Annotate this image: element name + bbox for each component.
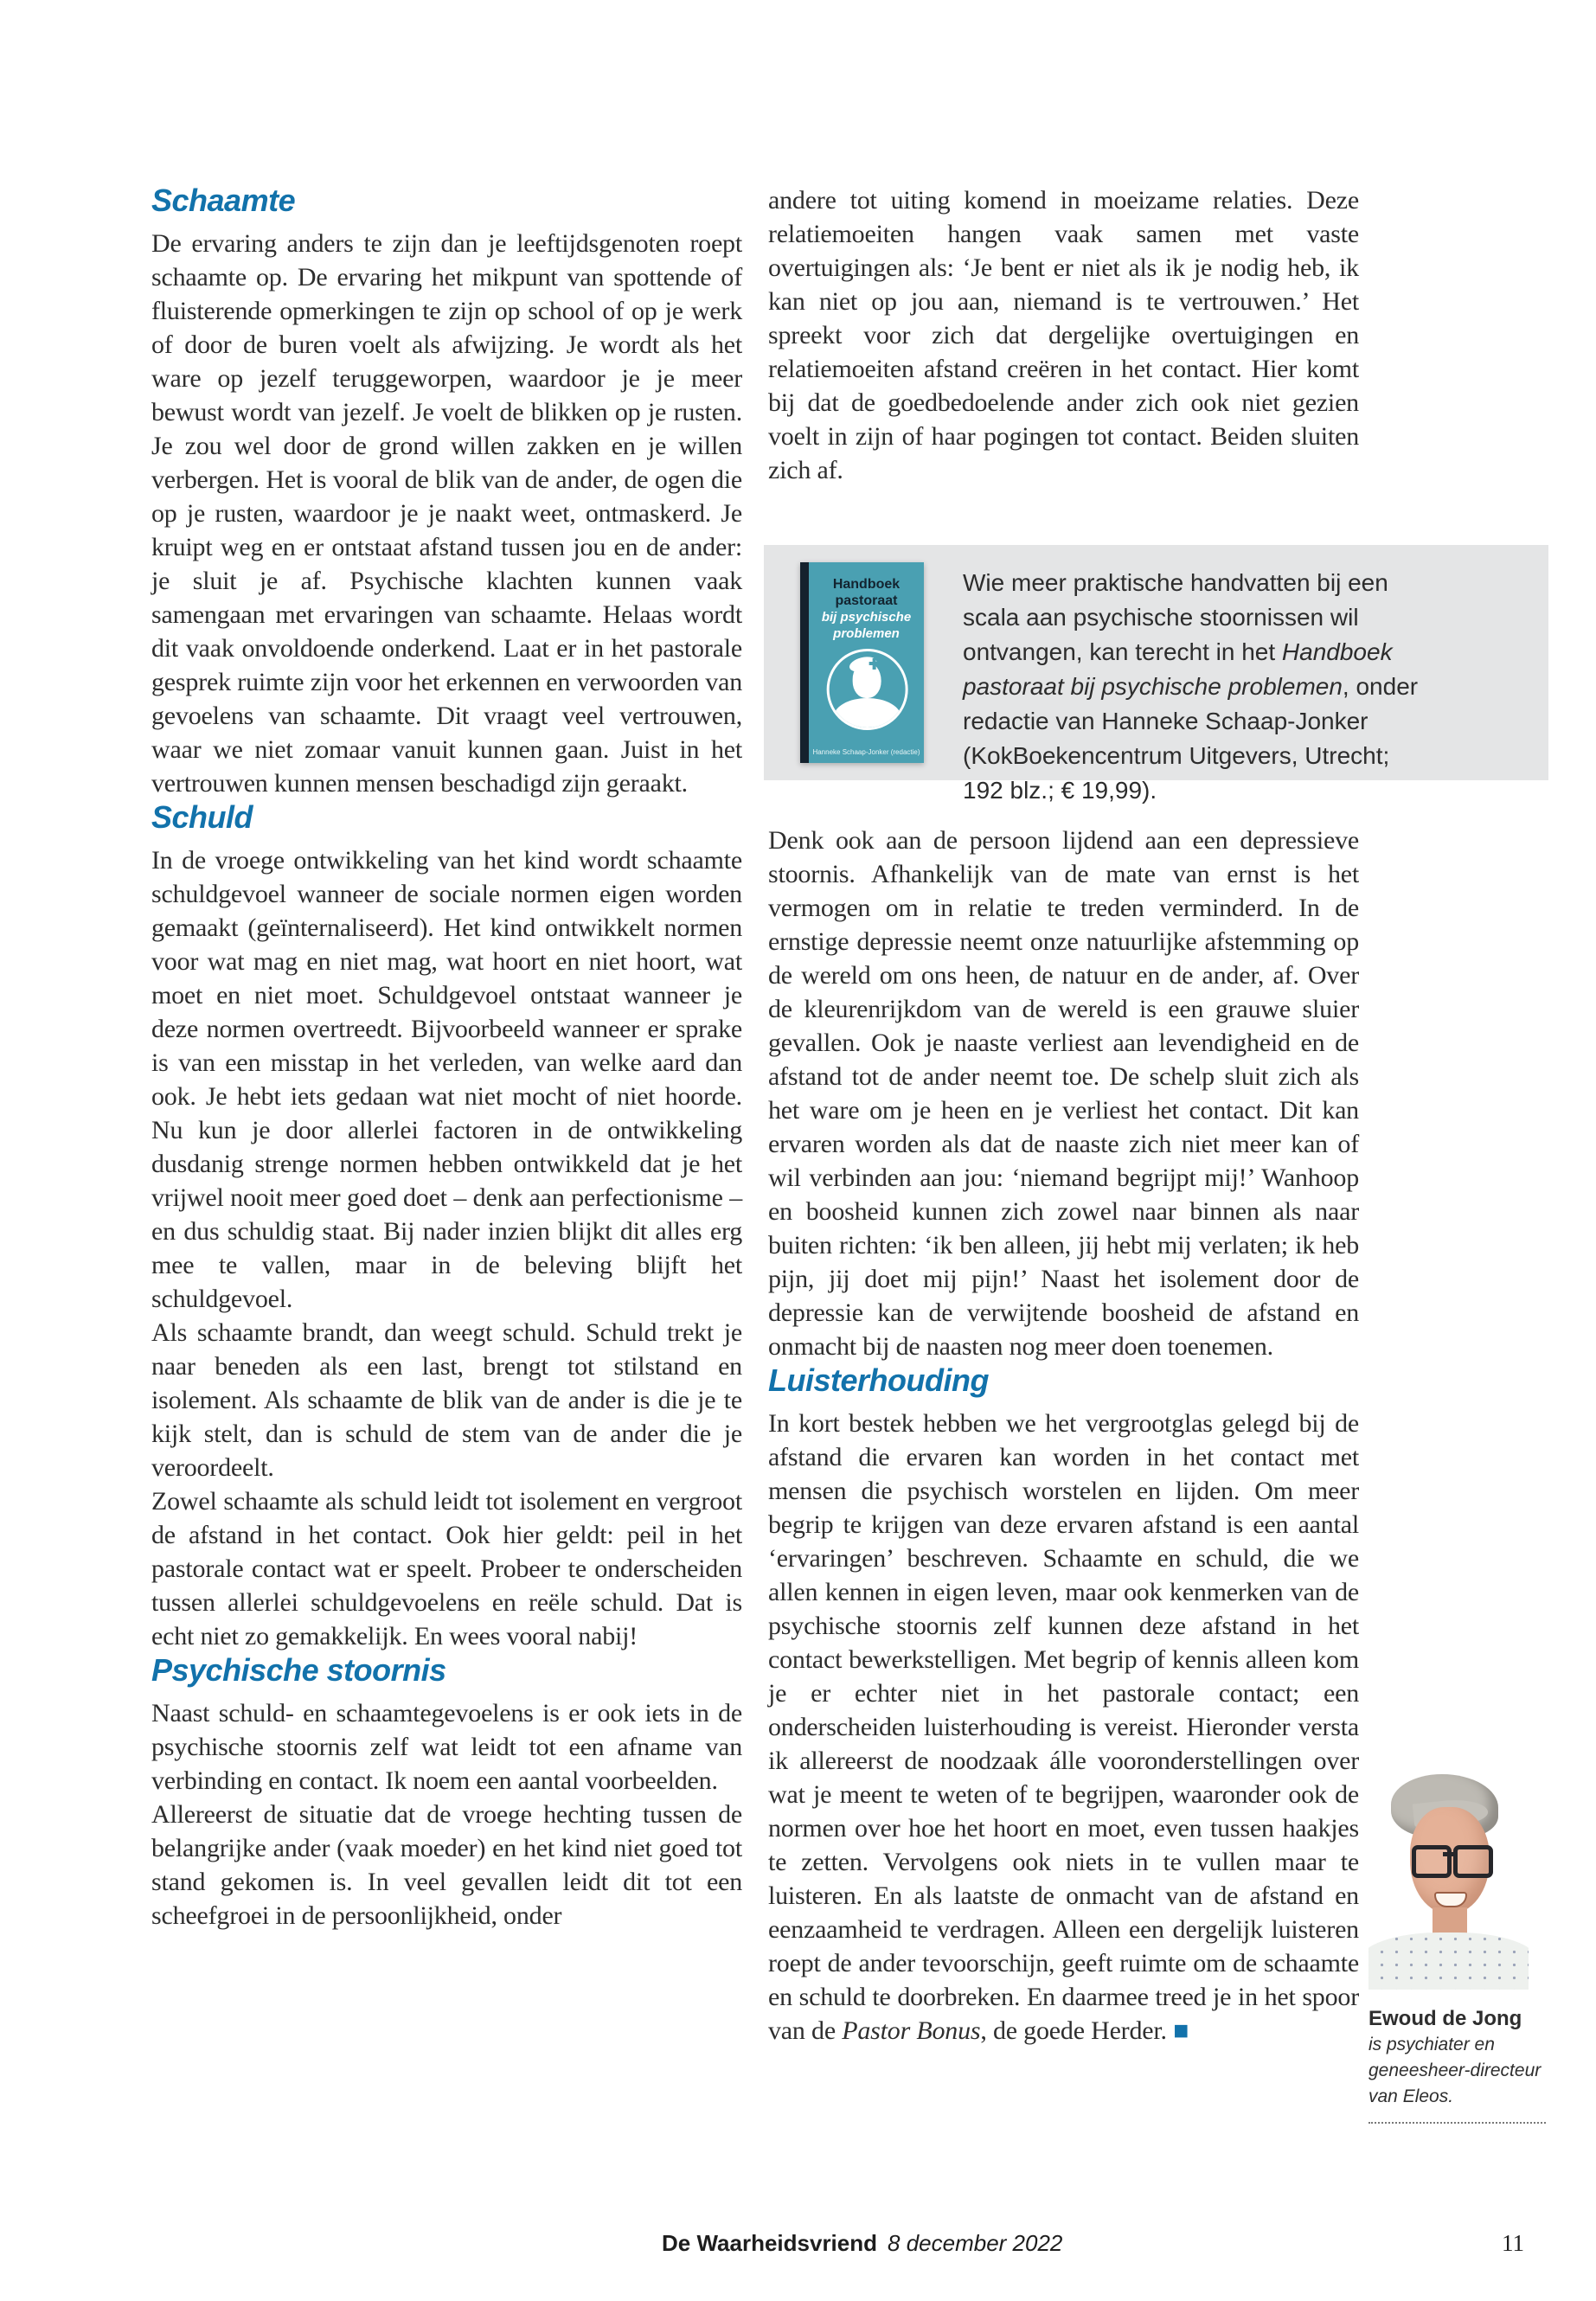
right-column-rest [768, 824, 1359, 2048]
book-title [809, 576, 924, 642]
issue-date: 8 december 2022 [888, 2230, 1063, 2256]
promo-box-text: Wie meer praktische handvatten bij een scala aan psychische stoornissen wil ontvangen, kan terecht in het Handboek pastoraat bij psychische problemen, onder redactie van Hanneke Schaap-Jonker (KokBoekencentrum Uitgevers, Utrecht; 192 blz.; € 19,99). [963, 569, 1419, 804]
paragraph-schuld-1: In de vroege ontwikkeling van het kind wordt schaamte schuldgevoel wanneer de sociale normen eigen worden gemaakt (geïnternaliseerd). Het kind ontwikkelt normen voor wat mag en niet mag, wat hoort en niet hoort, wat moet en niet moet. Schuldgevoel ontstaat wanneer je deze normen overtreedt. Bijvoorbeeld wanneer er sprake is van een misstap in het verleden, van welke aard dan ook. Je hebt iets gedaan wat niet mocht of niet hoorde. Nu kun je door allerlei factoren in de ontwikkeling dusdanig strenge normen hebben ontwikkeld dat je het vrijwel nooit meer goed doet – denk aan perfectionisme – en dus schuldig staat. Bij nader inzien blijkt dit alles erg mee te vallen, maar in de beleving blijft het schuldgevoel. [151, 846, 742, 1313]
paragraph-stoornis-2: Allereerst de situatie dat de vroege hechting tussen de belangrijke ander (vaak moeder) en het kind niet goed tot stand gekomen is. In veel gevallen leidt dit tot een scheefgroei in de persoonlijkheid, onder [151, 1800, 742, 1930]
book-title-line1: Handboek [832, 577, 901, 592]
book-author: Hanneke Schaap-Jonker (redactie) [812, 748, 920, 756]
section-heading-schuld: Schuld [151, 799, 253, 835]
book-cover [800, 562, 924, 763]
paragraph-luisterhouding: In kort bestek hebben we het vergrootglas gelegd bij de afstand die ervaren kan worden in het contact met mensen die psychisch worstelen en lijden. Om meer begrip te krijgen van deze ervaren afstand is een aantal ‘ervaringen’ beschreven. Schaamte en schuld, die we allen kennen in eigen leven, maar ook kenmerken van de psychische stoornis zelf kunnen deze afstand in het contact bewerkstelligen. Met begrip of kennis alleen kom je er echter niet in het pastorale contact; een onderscheiden luisterhouding is vereist. Hieronder versta ik allereerst de noodzaak álle vooronderstellingen over wat je meent te weten of te begrijpen, waaronder ook de normen over hoe het hoort en moet, even tussen haakjes te zetten. Vervolgens ook niets in te vullen maar te luisteren. En als laatste de onmacht van de afstand en eenzaamheid te verdragen. Alleen een dergelijk luisteren roept de ander tevoorschijn, geeft ruimte om de schaamte en schuld te doorbreken. En daarmee treed je in het spoor van de Pastor Bonus, de goede Herder. ■ [768, 1409, 1359, 2045]
book-promo-box [764, 545, 1548, 804]
right-column-top [768, 183, 1359, 487]
section-heading-schaamte: Schaamte [151, 183, 296, 218]
book-title-line2: pastoraat [835, 593, 898, 608]
paragraph-schuld-2: Als schaamte brandt, dan weegt schuld. Schuld trekt je naar beneden als een last, brengt tot stilstand en isolement. Als schaamte de blik van de ander is die je te kijk stelt, dan is schuld de stem van de ander die je veroordeelt. [151, 1318, 742, 1482]
paragraph-schuld-3: Zowel schaamte als schuld leidt tot isolement en vergroot de afstand in het contact. Ook hier geldt: peil in het pastorale contact wat er speelt. Probeer te onderscheiden tussen allerlei schuldgevoelens en reële schuld. Dat is echt niet zo gemakkelijk. En wees vooral nabij! [151, 1487, 742, 1650]
paragraph-continuation: andere tot uiting komend in moeizame relaties. Deze relatiemoeiten hangen vaak samen met vaste overtuigingen als: ‘Je bent er niet als ik je nodig heb, ik kan niet op jou aan, niemand is te vertrouwen.’ Het spreekt voor zich dat dergelijke overtuigingen en relatiemoeiten afstand creëren in het contact. Hier komt bij dat de goedbedoelende ander zich ook niet gezien voelt in zijn of haar pogingen tot contact. Beiden sluiten zich af. [768, 186, 1359, 484]
photo-shirt [1368, 1932, 1529, 1990]
book-cover-silhouette-icon [826, 649, 907, 730]
section-heading-psychische-stoornis: Psychische stoornis [151, 1652, 446, 1688]
paragraph-schaamte: De ervaring anders te zijn dan je leeftijdsgenoten roept schaamte op. De ervaring het mikpunt van spottende of fluisterende opmerkingen te zijn op school of op je werk of door de buren voelt als afwijzing. Je wordt als het ware op jezelf teruggeworpen, waardoor je je meer bewust wordt van jezelf. Je voelt de blikken op je rusten. Je zou wel door de grond willen zakken en je willen verbergen. Het is vooral de blik van de ander, de ogen die op je rusten, waardoor je je naakt weet, ontmaskerd. Je kruipt weg en er ontstaat afstand tussen jou en de ander: je sluit je af. Psychische klachten kunnen vaak samengaan met ervaringen van schaamte. Helaas wordt dit vaak onvoldoende onderkend. Laat er in het pastorale gesprek ruimte zijn voor het erkennen en verwoorden van gevoelens van schaamte. Dit vraagt veel vertrouwen, waar we niet zomaar vanuit kunnen gaan. Juist in het vertrouwen kunnen mensen beschadigd zijn geraakt. [151, 229, 742, 798]
author-role: is psychiater en geneesheer-directeur van Eleos. [1368, 2035, 1542, 2106]
author-portrait-photo [1368, 1762, 1529, 1990]
author-caption [1368, 2005, 1546, 2124]
left-column [151, 183, 742, 1932]
page-footer [662, 2230, 1062, 2257]
section-heading-luisterhouding: Luisterhouding [768, 1362, 989, 1398]
book-title-line3: bij psychische [821, 610, 912, 625]
magazine-title: De Waarheidsvriend [662, 2230, 878, 2256]
page-number: 11 [1502, 2230, 1524, 2256]
book-title-line4: problemen [833, 626, 900, 641]
photo-glasses [1412, 1845, 1452, 1878]
book-spine [800, 562, 809, 763]
author-name: Ewoud de Jong [1368, 2007, 1522, 2030]
paragraph-stoornis-1: Naast schuld- en schaamtegevoelens is er ook iets in de psychische stoornis zelf wat leidt tot een afname van verbinding en contact. Ik noem een aantal voorbeelden. [151, 1699, 742, 1795]
paragraph-depressie: Denk ook aan de persoon lijdend aan een depressieve stoornis. Afhankelijk van de mate van ernst is het vermogen om in relatie te treden verminderd. In de ernstige depressie neemt onze natuurlijke afstemming op de wereld om ons heen, de natuur en de ander, af. Over de kleurenrijkdom van de wereld is een grauwe sluier gevallen. Ook je naaste verliest aan levendigheid en de afstand tot de ander neemt toe. De schelp sluit zich als het ware om je heen en je verliest het contact. Dit kan ervaren worden als dat de naaste zich niet meer kan of wil verbinden aan jou: ‘niemand begrijpt mij!’ Wanhoop en boosheid kunnen zich zowel naar binnen als naar buiten richten: ‘ik ben alleen, jij hebt mij verlaten; ik heb pijn, jij doet mij pijn!’ Naast het isolement door de depressie kan de verwijtende boosheid de afstand en onmacht bij de naasten nog meer doen toenemen. [768, 826, 1359, 1361]
